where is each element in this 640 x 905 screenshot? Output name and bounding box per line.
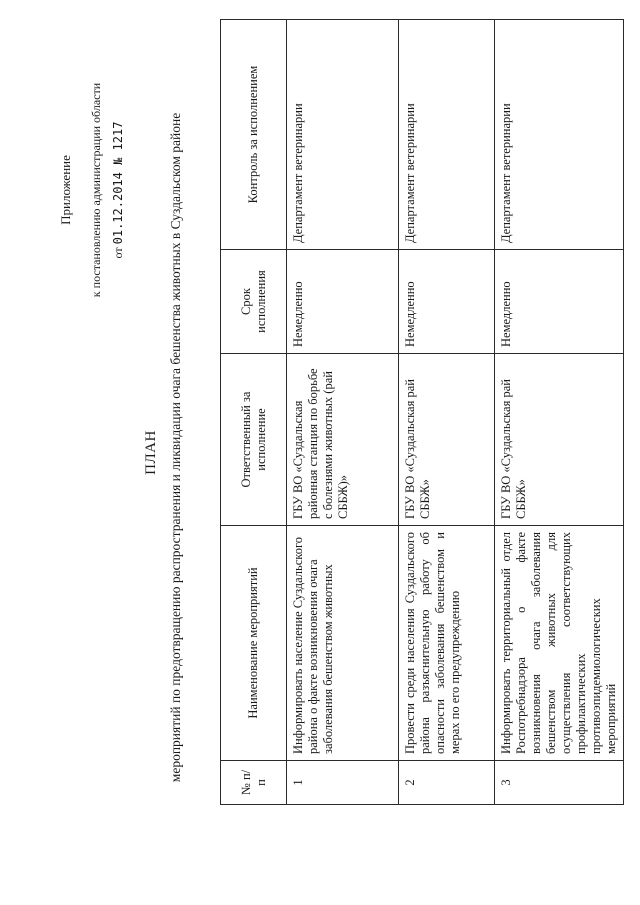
- row-responsible: ГБУ ВО «Суздальская районная станция по борьбе с болезнями животных (рай СББЖ)»: [287, 354, 399, 526]
- table-row: [495, 20, 624, 805]
- column-header-number: № п/п: [221, 761, 287, 805]
- row-deadline: Немедленно: [495, 250, 624, 354]
- plan-title: ПЛАН: [143, 430, 159, 475]
- decree-date-number: 01.12.2014 № 1217: [111, 121, 125, 245]
- table-row: [399, 20, 495, 805]
- row-number: 3: [495, 761, 624, 805]
- row-activity: Информировать территориальный отдел Роспотребнадзора о факте возникновения очага заболевания бешенством животных для осуществления соответствующих профилактических противоэпидемиологических мероприятий: [495, 526, 624, 761]
- decree-date-prefix: от: [111, 247, 125, 259]
- column-header-responsible: Ответственный за исполнение: [221, 354, 287, 526]
- column-header-deadline: Срок исполнения: [221, 250, 287, 354]
- column-header-activity: Наименование мероприятий: [221, 526, 287, 761]
- row-number: 2: [399, 761, 495, 805]
- decree-reference: к постановлению администрации области: [89, 82, 103, 298]
- row-activity: Провести среди населения Суздальского района разъяснительную работу об опасности заболевания бешенством и мерах по его предупреждению: [399, 526, 495, 761]
- column-header-control: Контроль за исполнением: [221, 20, 287, 250]
- row-number: 1: [287, 761, 399, 805]
- row-responsible: ГБУ ВО «Суздальская рай СББЖ»: [495, 354, 624, 526]
- table-header-row: [221, 20, 287, 805]
- row-control: Департамент ветеринарии: [495, 20, 624, 250]
- row-deadline: Немедленно: [399, 250, 495, 354]
- row-deadline: Немедленно: [287, 250, 399, 354]
- row-control: Департамент ветеринарии: [287, 20, 399, 250]
- table-row: [287, 20, 399, 805]
- row-control: Департамент ветеринарии: [399, 20, 495, 250]
- plan-subtitle: мероприятий по предотвращению распространения и ликвидации очага бешенства животных в Суздальском районе: [168, 112, 183, 783]
- row-activity: Информировать население Суздальского района о факте возникновения очага заболевания бешенством животных: [287, 526, 399, 761]
- row-responsible: ГБУ ВО «Суздальская рай СББЖ»: [399, 354, 495, 526]
- plan-table: [220, 19, 624, 805]
- decree-date-line: [110, 60, 126, 320]
- appendix-label: Приложение: [58, 155, 73, 225]
